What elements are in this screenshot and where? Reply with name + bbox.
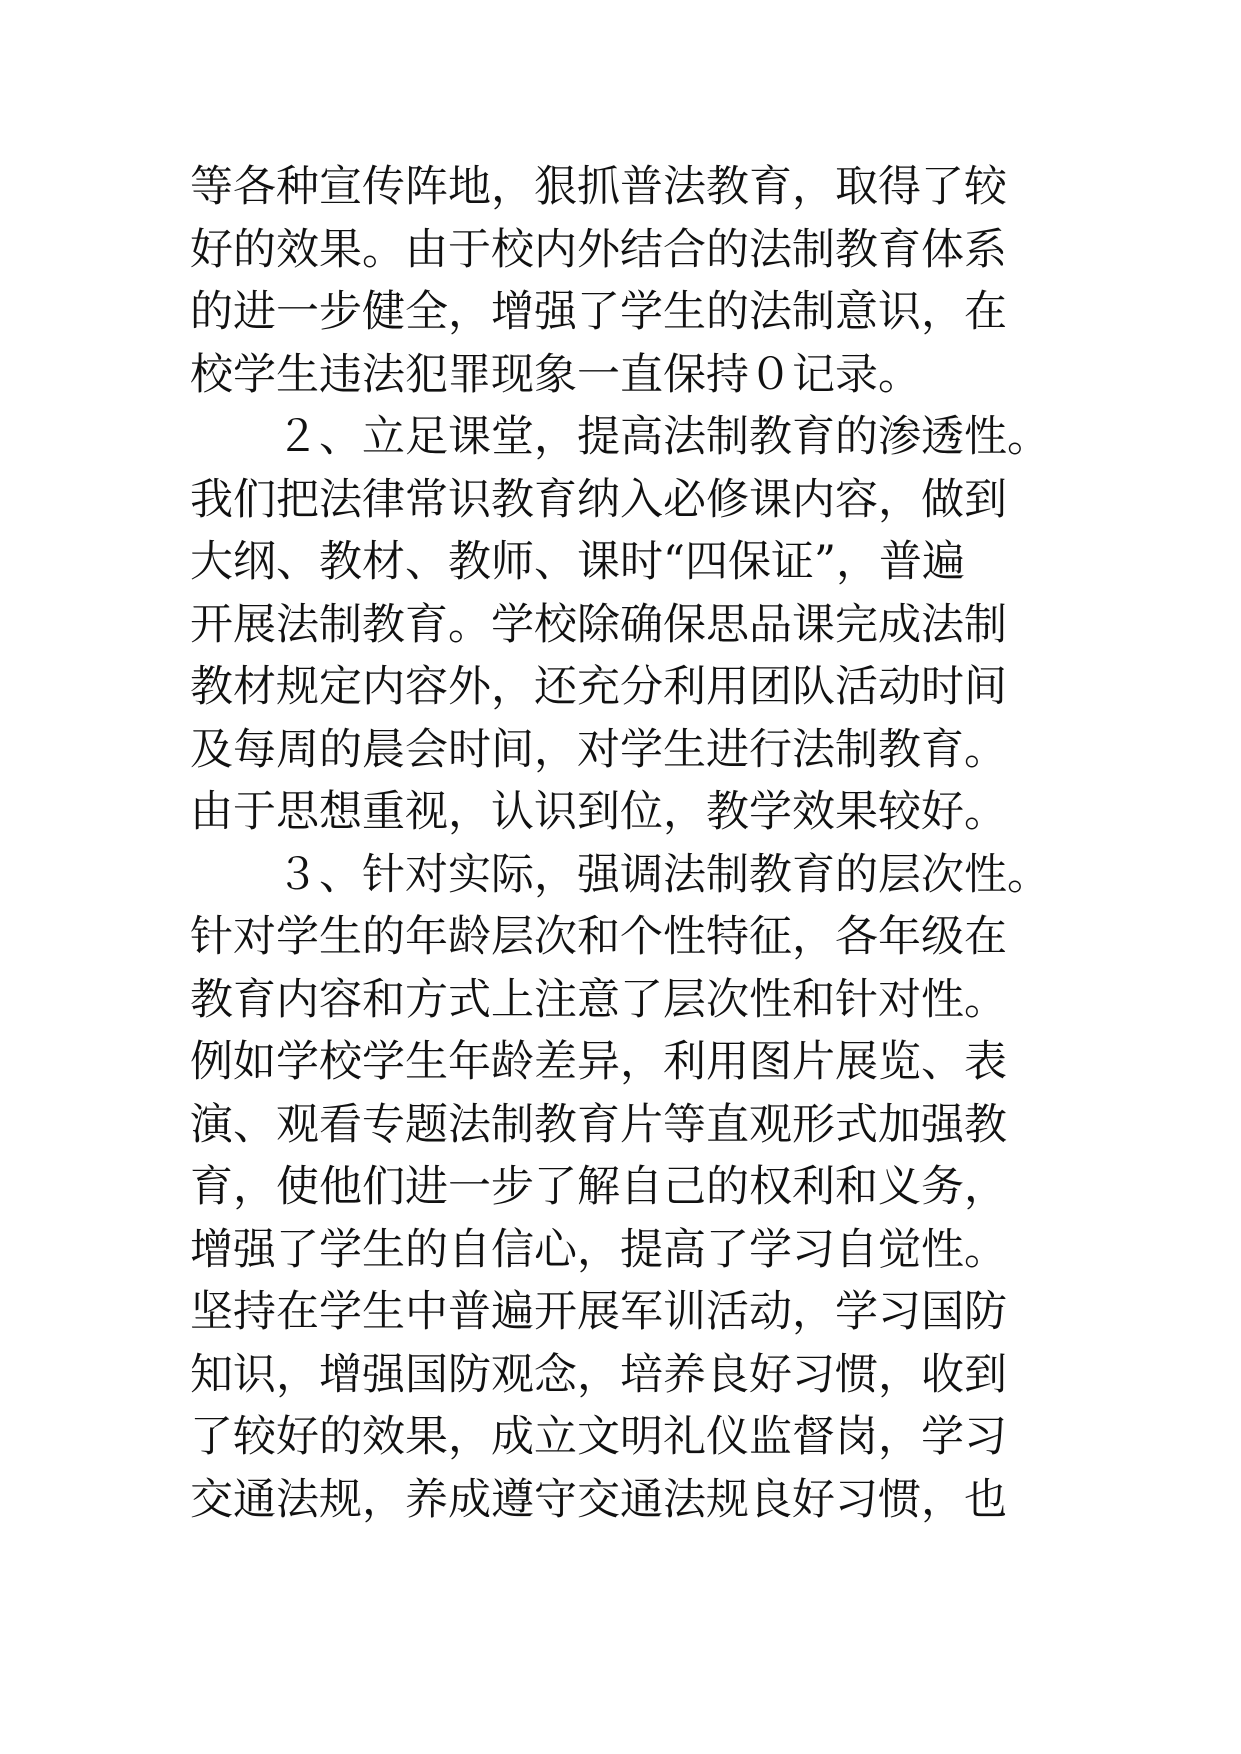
body-text [190,156,1070,1531]
text-line: 我们把法律常识教育纳入必修课内容，做到 [190,474,1007,525]
text-line: 例如学校学生年龄差异，利用图片展览、表 [190,1037,1007,1087]
text-line: 的进一步健全，增强了学生的法制意识，在 [190,287,1007,337]
text-line: 增强了学生的自信心，提高了学习自觉性。 [190,1224,1007,1275]
text-line: 教材规定内容外，还充分利用团队活动时间 [190,662,1007,712]
text-line: 教育内容和方式上注意了层次性和针对性。 [190,974,1007,1025]
text-line: 针对学生的年龄层次和个性特征，各年级在 [190,912,1007,962]
text-line: 校学生违法犯罪现象一直保持０记录。 [190,349,921,400]
text-line: 演、观看专题法制教育片等直观形式加强教 [190,1099,1007,1150]
text-line: 及每周的晨会时间，对学生进行法制教育。 [190,724,1007,775]
text-line: 好的效果。由于校内外结合的法制教育体系 [190,224,1007,275]
text-line: 知识，增强国防观念，培养良好习惯，收到 [190,1349,1007,1400]
text-line: 育，使他们进一步了解自己的权利和义务， [190,1162,1007,1212]
text-line: 坚持在学生中普遍开展军训活动，学习国防 [190,1287,1007,1337]
text-line: 由于思想重视，认识到位，教学效果较好。 [190,787,1007,837]
text-line: 了较好的效果，成立文明礼仪监督岗，学习 [190,1412,1007,1462]
text-line: 等各种宣传阵地，狠抓普法教育，取得了较 [190,162,1007,212]
paragraph-heading-3: ３、针对实际，强调法制教育的层次性。 [276,849,1050,900]
text-line: 大纲、教材、教师、课时“四保证”，普遍 [190,537,965,587]
text-line: 开展法制教育。学校除确保思品课完成法制 [190,599,1007,650]
paragraph-heading-2: ２、立足课堂，提高法制教育的渗透性。 [276,412,1050,462]
text-line: 交通法规，养成遵守交通法规良好习惯，也 [190,1474,1007,1525]
